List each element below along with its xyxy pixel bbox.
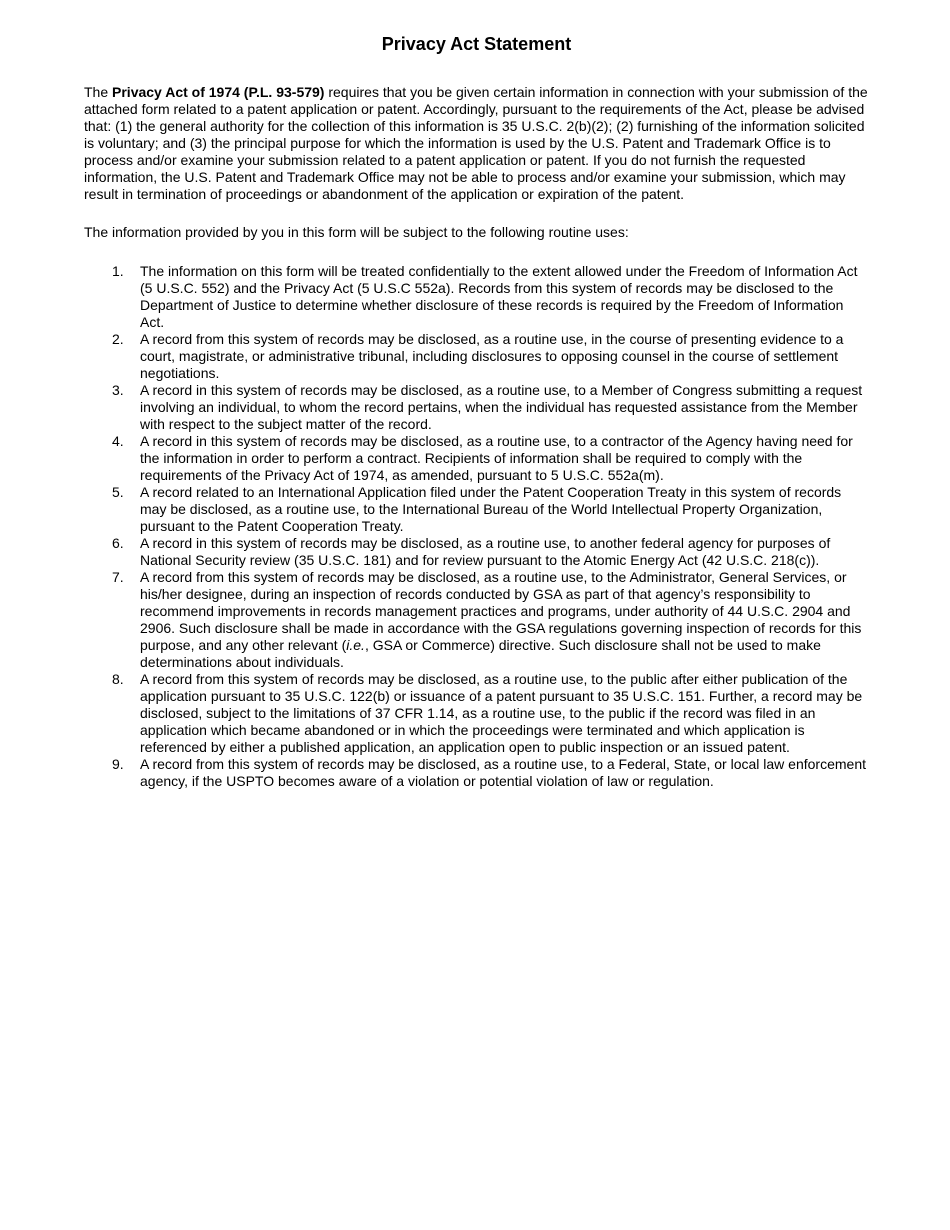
list-item [84,331,869,382]
list-item [84,382,869,433]
list-item-text: A record in this system of records may be disclosed, as a routine use, to a contractor of the Agency having need for the information in order to perform a contract. Recipients of information shall be required to comply with the requirements of the Privacy Act of 1974, as amended, pursuant to 5 U.S.C. 552a(m). [140,433,853,483]
routine-uses-list [84,263,869,790]
list-item-number: 9. [112,756,124,772]
list-item-text: A record from this system of records may be disclosed, as a routine use, in the course of presenting evidence to a court, magistrate, or administrative tribunal, including disclosures to opposing counsel in the course of settlement negotiations. [140,331,844,381]
list-item-text [140,569,869,671]
list-item-number: 6. [112,535,124,551]
intro-paragraph [84,84,869,203]
document-page [84,32,869,790]
list-item-number: 2. [112,331,124,347]
intro-lead: The [84,84,113,100]
list-item-text: A record from this system of records may be disclosed, as a routine use, to the public after either publication of the application pursuant to 35 U.S.C. 122(b) or issuance of a patent pursuant to 35 U.S.C. 151. Further, a record may be disclosed, subject to the limitations of 37 CFR 1.14, as a routine use, to the public if the record was filed in an application which became abandoned or in which the proceedings were terminated and which application is referenced by either a published application, an application open to public inspection or an issued patent. [140,671,863,755]
list-item [84,756,869,790]
page-title: Privacy Act Statement [381,34,572,54]
list-item-number: 8. [112,671,124,687]
list-item-text-before: A record from this system of records may be disclosed, as a routine use, to the Administrator, General Services, or his/her designee, during an inspection of records conducted by GSA as part of that agency’s responsibility to recommend improvements in records management practices and programs, under authority of 44 U.S.C. 2904 and 2906. Such disclosure shall be made in accordance with the GSA regulations governing inspection of records for this purpose, and any other relevant ( [140,569,862,653]
routine-uses-intro: The information provided by you in this form will be subject to the following routine uses: [84,224,629,240]
list-item-number: 5. [112,484,124,500]
list-item-text: A record in this system of records may be disclosed, as a routine use, to another federal agency for purposes of National Security review (35 U.S.C. 181) and for review pursuant to the Atomic Energy Act (42 U.S.C. 218(c)). [140,535,831,568]
act-name: Privacy Act of 1974 (P.L. 93-579) [112,84,325,100]
list-item-number: 4. [112,433,124,449]
intro-text: requires that you be given certain information in connection with your submission of the attached form related to a patent application or patent. Accordingly, pursuant to the requirements of the Act, please be advised that: (1) the general authority for the collection of this information is 35 U.S.C. 2(b)(2); (2) furnishing of the information solicited is voluntary; and (3) the principal purpose for which the information is used by the U.S. Patent and Trademark Office is to process and/or examine your submission related to a patent application or patent. If you do not furnish the requested information, the U.S. Patent and Trademark Office may not be able to process and/or examine your submission, which may result in termination of proceedings or abandonment of the application or expiration of the patent. [84,84,868,202]
list-item [84,569,869,671]
list-item [84,263,869,331]
list-item [84,671,869,756]
list-item-text: A record from this system of records may be disclosed, as a routine use, to a Federal, State, or local law enforcement agency, if the USPTO becomes aware of a violation or potential violation of law or regulation. [140,756,866,789]
list-item-text-after: , GSA or Commerce) directive. Such disclosure shall not be used to make determinations about individuals. [140,637,821,670]
list-item-text: The information on this form will be treated confidentially to the extent allowed under the Freedom of Information Act (5 U.S.C. 552) and the Privacy Act (5 U.S.C 552a). Records from this system of records may be disclosed to the Department of Justice to determine whether disclosure of these records is required by the Freedom of Information Act. [140,263,858,330]
list-item [84,484,869,535]
list-item-number: 3. [112,382,124,398]
list-item-text-italic: i.e. [346,637,365,653]
list-item [84,433,869,484]
list-item-number: 1. [112,263,124,279]
list-item-text: A record related to an International Application filed under the Patent Cooperation Treaty in this system of records may be disclosed, as a routine use, to the International Bureau of the World Intellectual Property Organization, pursuant to the Patent Cooperation Treaty. [140,484,842,534]
list-item-text: A record in this system of records may be disclosed, as a routine use, to a Member of Congress submitting a request involving an individual, to whom the record pertains, when the individual has requested assistance from the Member with respect to the subject matter of the record. [140,382,863,432]
list-item-number: 7. [112,569,124,585]
list-item [84,535,869,569]
